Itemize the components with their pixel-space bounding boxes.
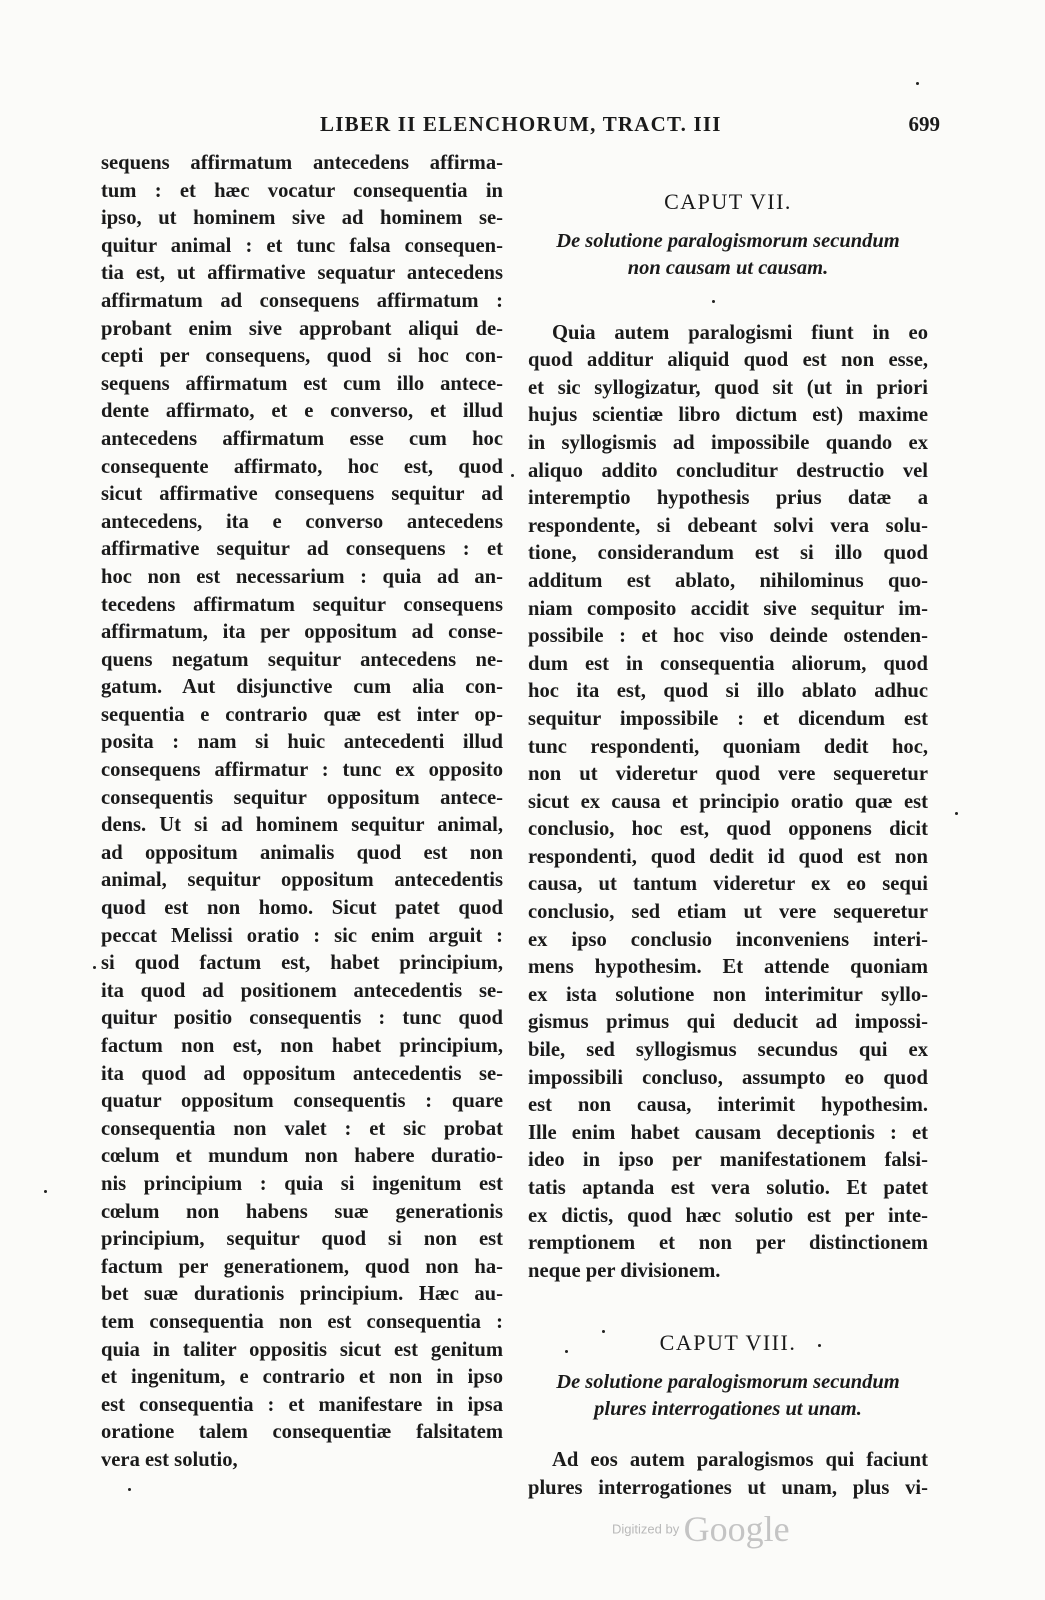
google-logo-text: Google bbox=[683, 1509, 790, 1549]
text-line: ex ipso conclusio inconveniens interi- bbox=[528, 928, 928, 951]
digitized-by-google-watermark bbox=[612, 1508, 790, 1552]
text-line: tecedens affirmatum sequitur consequens bbox=[101, 593, 503, 616]
text-line: est non causa, interimit hypothesim. bbox=[528, 1094, 928, 1117]
subtitle-line: De solutione paralogismorum secundum bbox=[556, 1370, 900, 1393]
text-line: possibile : et hoc viso deinde ostenden- bbox=[528, 625, 928, 648]
text-line: consequentis sequitur oppositum antece- bbox=[101, 786, 503, 809]
digitized-by-label: Digitized by bbox=[612, 1521, 680, 1537]
text-line: tum : et hæc vocatur consequentia in bbox=[101, 179, 503, 202]
text-line: causa, ut tantum videretur ex eo sequi bbox=[528, 873, 928, 896]
text-line: non ut videretur quod vere sequeretur bbox=[528, 763, 928, 786]
running-title: LIBER II ELENCHORUM, TRACT. III bbox=[320, 112, 722, 136]
speck bbox=[44, 1190, 47, 1193]
text-line: conclusio, hoc est, quod opponens dicit bbox=[528, 818, 928, 841]
text-line: gatum. Aut disjunctive cum alia con- bbox=[101, 676, 503, 699]
speck bbox=[93, 966, 96, 969]
text-line: hoc ita est, quod si illo ablato adhuc bbox=[528, 680, 928, 703]
text-line: ipso, ut hominem sive ad hominem se- bbox=[101, 207, 503, 230]
text-line: sicut affirmative consequens sequitur ad bbox=[101, 483, 503, 506]
text-line: aliquo addito concluditur destructio vel bbox=[528, 459, 928, 482]
subtitle-line: plures interrogationes ut unam. bbox=[594, 1397, 862, 1420]
speck bbox=[818, 1344, 821, 1347]
text-line: Ad eos autem paralogismos qui faciunt bbox=[552, 1448, 928, 1471]
text-line: quia in taliter oppositis sicut est genitum bbox=[101, 1338, 503, 1361]
text-line: oratione talem consequentiæ falsitatem bbox=[101, 1421, 503, 1444]
speck bbox=[916, 82, 919, 85]
chapter-7-body bbox=[528, 320, 928, 1286]
chapter-7-subtitle bbox=[528, 228, 928, 282]
text-line: consequentia non valet : et sic probat bbox=[101, 1117, 503, 1140]
text-line: tione, considerandum est si illo quod bbox=[528, 542, 928, 565]
speck bbox=[128, 1488, 131, 1491]
text-line: Quia autem paralogismi fiunt in eo bbox=[552, 321, 928, 344]
speck bbox=[511, 474, 514, 477]
text-line: dente affirmato, et e converso, et illud bbox=[101, 400, 503, 423]
text-line: consequente affirmato, hoc est, quod bbox=[101, 455, 503, 478]
text-line: vera est solutio, bbox=[101, 1448, 238, 1471]
text-line: ideo in ipso per manifestationem falsi- bbox=[528, 1149, 928, 1172]
text-line: cœlum non habens suæ generationis bbox=[101, 1200, 503, 1223]
text-line: quitur positio consequentis : tunc quod bbox=[101, 1007, 503, 1030]
text-line: sicut ex causa et principio oratio quæ est bbox=[528, 790, 928, 813]
text-line: principium, sequitur quod si non est bbox=[101, 1228, 503, 1251]
text-line: affirmatum, ita per oppositum ad conse- bbox=[101, 621, 503, 644]
text-line: cœlum et mundum non habere duratio- bbox=[101, 1145, 503, 1168]
text-line: ex ista solutione non interimitur syllo- bbox=[528, 983, 928, 1006]
text-line: gismus primus qui deducit ad impossi- bbox=[528, 1011, 928, 1034]
speck bbox=[955, 812, 958, 815]
text-line: mens hypothesim. Et attende quoniam bbox=[528, 956, 928, 979]
text-line: tunc respondenti, quoniam dedit hoc, bbox=[528, 735, 928, 758]
chapter-8-title: CAPUT VIII. bbox=[659, 1330, 797, 1356]
page-header bbox=[100, 112, 940, 142]
text-line: additum est ablato, nihilominus quo- bbox=[528, 569, 928, 592]
right-column bbox=[528, 150, 928, 1502]
text-line: tem consequentia non est consequentia : bbox=[101, 1310, 503, 1333]
text-line: factum non est, non habet principium, bbox=[101, 1035, 503, 1057]
text-line: antecedens affirmatum esse cum hoc bbox=[101, 427, 503, 450]
text-line: et ingenitum, e contrario et non in ipso bbox=[101, 1366, 503, 1389]
text-line: est consequentia : et manifestare in ipsa bbox=[101, 1393, 503, 1416]
subtitle-line: non causam ut causam. bbox=[627, 256, 829, 279]
chapter-7-title: CAPUT VII. bbox=[664, 189, 792, 214]
text-line: tia est, ut affirmative sequatur antecedens bbox=[101, 262, 503, 285]
text-line: consequens affirmatur : tunc ex opposito bbox=[101, 759, 503, 782]
text-line: quod est non homo. Sicut patet quod bbox=[101, 897, 503, 920]
chapter-8-body bbox=[528, 1447, 928, 1502]
text-line: bile, sed syllogismus secundus qui ex bbox=[528, 1039, 928, 1062]
text-line: peccat Melissi oratio : sic enim arguit : bbox=[101, 924, 503, 947]
text-line: in syllogismis ad impossibile quando ex bbox=[528, 431, 928, 454]
text-line: remptionem et non per distinctionem bbox=[528, 1232, 928, 1255]
text-line: ita quod ad positionem antecedentis se- bbox=[101, 979, 503, 1002]
text-line: respondente, si debeant solvi vera solu- bbox=[528, 514, 928, 537]
text-line: probant enim sive approbant aliqui de- bbox=[101, 317, 503, 340]
speck bbox=[602, 1330, 605, 1333]
text-line: sequitur impossibile : et dicendum est bbox=[528, 707, 928, 730]
text-line: et sic syllogizatur, quod sit (ut in priori bbox=[528, 376, 928, 399]
text-line: quatur oppositum consequentis : quare bbox=[101, 1090, 503, 1113]
text-line: sequens affirmatum est cum illo antece- bbox=[101, 372, 503, 395]
page-number: 699 bbox=[908, 112, 940, 136]
text-line: niam composito accidit sive sequitur im- bbox=[528, 597, 928, 620]
subtitle-line: De solutione paralogismorum secundum bbox=[556, 229, 900, 252]
text-line: nis principium : quia si ingenitum est bbox=[101, 1172, 503, 1195]
text-line: antecedens, ita e converso antecedens bbox=[101, 510, 503, 533]
text-line: affirmative sequitur ad consequens : et bbox=[101, 538, 503, 561]
text-line: animal, sequitur oppositum antecedentis bbox=[101, 869, 503, 892]
text-line: bet suæ durationis principium. Hæc au- bbox=[101, 1283, 503, 1306]
text-line: hoc non est necessarium : quia ad an- bbox=[101, 565, 503, 588]
text-line: sequentia e contrario quæ est inter op- bbox=[101, 703, 503, 726]
text-line: dum est in consequentia aliorum, quod bbox=[528, 652, 928, 675]
text-line: affirmatum ad consequens affirmatum : bbox=[101, 289, 503, 312]
text-line: quens negatum sequitur antecedens ne- bbox=[101, 648, 503, 671]
text-line: plures interrogationes ut unam, plus vi- bbox=[528, 1476, 928, 1499]
text-line: neque per divisionem. bbox=[528, 1259, 721, 1282]
text-line: quitur animal : et tunc falsa consequen- bbox=[101, 234, 503, 257]
text-line: impossibili concluso, assumpto eo quod bbox=[528, 1066, 928, 1089]
text-line: factum per generationem, quod non ha- bbox=[101, 1255, 503, 1278]
speck bbox=[712, 300, 715, 303]
text-line: hujus scientiæ libro dictum est) maxime bbox=[528, 404, 928, 427]
text-line: Ille enim habet causam deceptionis : et bbox=[528, 1121, 928, 1144]
speck bbox=[565, 1350, 568, 1353]
text-line: posita : nam si huic antecedenti illud bbox=[101, 731, 503, 754]
text-line: cepti per consequens, quod si hoc con- bbox=[101, 345, 503, 368]
text-line: ita quod ad oppositum antecedentis se- bbox=[101, 1062, 503, 1085]
text-line: dens. Ut si ad hominem sequitur animal, bbox=[101, 814, 503, 837]
text-line: conclusio, sed etiam ut vere sequeretur bbox=[528, 901, 928, 924]
text-line: sequens affirmatum antecedens affirma- bbox=[101, 152, 503, 174]
text-line: ad oppositum animalis quod est non bbox=[101, 841, 503, 864]
text-line: quod additur aliquid quod est non esse, bbox=[528, 349, 928, 372]
text-line: interemptio hypothesis prius datæ a bbox=[528, 487, 928, 510]
text-line: respondenti, quod dedit id quod est non bbox=[528, 845, 928, 868]
text-line: si quod factum est, habet principium, bbox=[101, 952, 503, 975]
left-column bbox=[101, 150, 503, 1475]
chapter-8-subtitle bbox=[528, 1369, 928, 1423]
text-line: ex dictis, quod hæc solutio est per inte- bbox=[528, 1204, 928, 1227]
text-line: tatis aptanda est vera solutio. Et patet bbox=[528, 1177, 928, 1199]
